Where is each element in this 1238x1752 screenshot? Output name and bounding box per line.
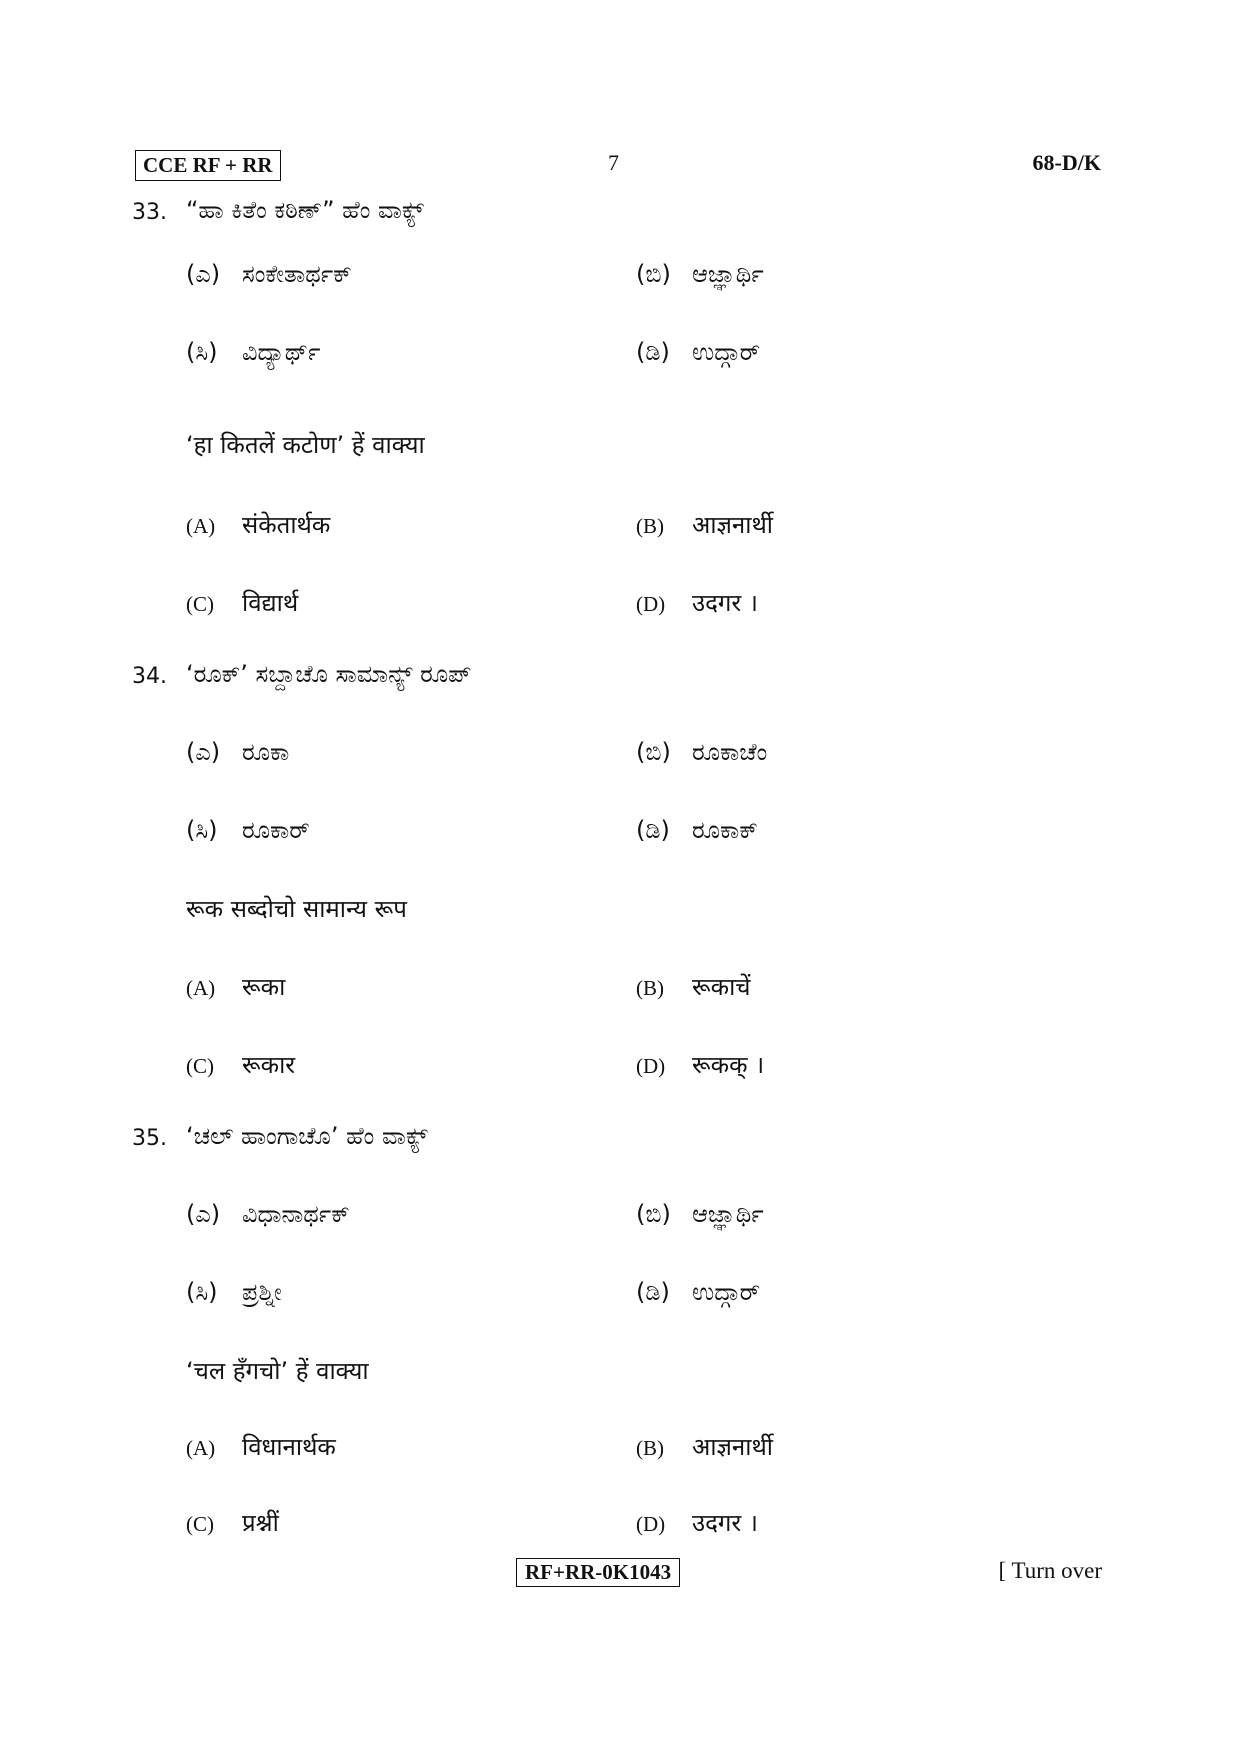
option-c-kannada: (ಸಿ) ಪ್ರಶ್ನೀ: [186, 1278, 282, 1306]
turn-over-note: [ Turn over: [998, 1558, 1102, 1583]
option-a-kannada: (ಎ) ರೂಕಾ: [186, 738, 290, 766]
question-text-kannada: “ಹಾ ಕಿತೆಂ ಕಠಿಣ್” ಹೆಂ ವಾಕ್ಯ್: [186, 196, 424, 224]
question-number: 34.: [132, 664, 167, 689]
option-d-devanagari: (D) उदगर ।: [636, 1509, 758, 1537]
series-box: CCE RF + RR: [135, 150, 281, 181]
option-a-kannada: (ಎ) ಸಂಕೇತಾರ್ಥಕ್: [186, 260, 352, 288]
option-c-devanagari: (C) विद्यार्थ: [186, 589, 299, 617]
question-text-kannada: ‘ರೂಕ್’ ಸಬ್ದಾಚೊ ಸಾಮಾನ್ಯ್ ರೂಪ್: [186, 660, 472, 688]
option-d-kannada: (ಡಿ) ರೂಕಾಕ್: [636, 816, 758, 844]
option-d-devanagari: (D) उदगर ।: [636, 589, 758, 617]
option-b-kannada: (ಬಿ) ಆಜ್ಞಾರ್ಥಿ: [636, 1200, 764, 1228]
option-d-kannada: (ಡಿ) ಉದ್ಗಾರ್: [636, 338, 761, 366]
option-d-kannada: (ಡಿ) ಉದ್ಗಾರ್: [636, 1278, 761, 1306]
option-b-kannada: (ಬಿ) ರೂಕಾಚೆಂ: [636, 738, 768, 766]
question-text-devanagari: रूक सब्दोचो सामान्य रूप: [186, 895, 407, 923]
option-b-devanagari: (B) आज्ञनार्थी: [636, 1433, 773, 1461]
paper-code: 68-D/K: [1032, 150, 1101, 175]
option-b-kannada: (ಬಿ) ಆಜ್ಞಾರ್ಥಿ: [636, 260, 764, 288]
serial-box: RF+RR-0K1043: [516, 1558, 680, 1587]
question-number: 33.: [132, 200, 167, 225]
option-c-kannada: (ಸಿ) ವಿದ್ಯಾರ್ಥ್: [186, 338, 321, 366]
option-c-kannada: (ಸಿ) ರೂಕಾರ್: [186, 816, 310, 844]
question-text-devanagari: ‘हा कितलें कटोण’ हें वाक्या: [186, 431, 425, 459]
option-a-devanagari: (A) विधानार्थक: [186, 1433, 336, 1461]
option-c-devanagari: (C) प्रश्नीं: [186, 1509, 279, 1537]
page-number: 7: [608, 150, 619, 175]
question-number: 35.: [132, 1126, 167, 1151]
option-a-devanagari: (A) रूका: [186, 973, 286, 1001]
option-c-devanagari: (C) रूकार: [186, 1051, 296, 1079]
option-b-devanagari: (B) रूकाचें: [636, 973, 751, 1001]
option-a-devanagari: (A) संकेतार्थक: [186, 511, 331, 539]
option-b-devanagari: (B) आज्ञनार्थी: [636, 511, 773, 539]
question-text-kannada: ‘ಚಲ್ ಹಾಂಗಾಚೊ’ ಹೆಂ ವಾಕ್ಯ್: [186, 1122, 428, 1150]
option-d-devanagari: (D) रूकक् ।: [636, 1051, 765, 1079]
option-a-kannada: (ಎ) ವಿಧಾನಾರ್ಥಕ್: [186, 1200, 350, 1228]
question-text-devanagari: ‘चल हँगचो’ हें वाक्या: [186, 1357, 369, 1385]
